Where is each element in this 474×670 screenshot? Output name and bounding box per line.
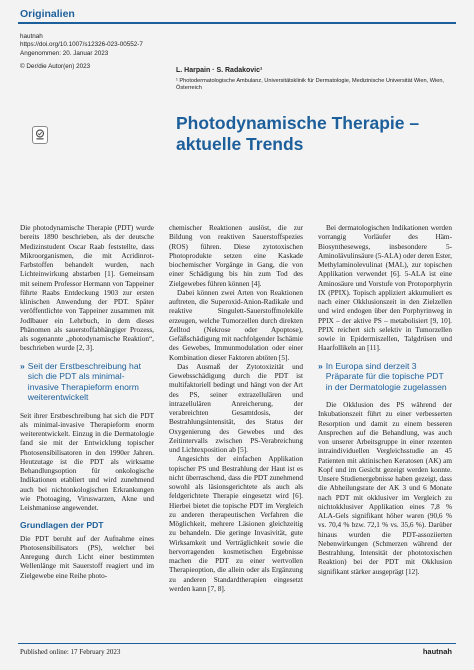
- affiliation: ¹ Photodermatologische Ambulanz, Universitätsklinik für Dermatologie, Medizinische Universität Wien, Wien, Österreich: [176, 78, 444, 92]
- title-line-1: Photodynamische Therapie –: [176, 113, 420, 133]
- double-chevron-icon: »: [20, 360, 25, 371]
- paragraph: Bei dermatologischen Indikationen werden vorrangig Vorläufer des Häm-Biosynthesewegs, insbesondere 5-Aminolävulinsäure (5-ALA) oder deren Ester, Methylaminolevulinat (MAL), zur topischen Applikation verwendet [6]. 5-ALA ist eine Aminosäure und Vorstufe von Protoporphyrin IX (PPIX). Topisch appliziert akkumuliert es nach einer Okklusionszeit in den Zielzellen und wird endogen über den Porphyrinweg in PPIX – der aktive PS – metabolisiert [9, 10]. PPIX reichert sich selektiv in Tumorzellen sowie in Epidermiszellen, Talgdrüsen und Haarfollikeln an [11].: [318, 224, 452, 353]
- column-3: [318, 224, 452, 577]
- section-label: Originalien: [20, 8, 75, 20]
- journal-brand: hautnah: [422, 647, 452, 656]
- doi-link[interactable]: https://doi.org/10.1007/s12326-023-00552-7: [20, 41, 143, 49]
- paragraph: Die Okklusion des PS während der Inkubationszeit führt zu einer verbesserten Resorption und damit zu einem besseren Ansprechen auf die Behandlung, was auch von unserer Arbeitsgruppe in einer rezenten intraindividuellen Vergleichsstudie an 45 Patienten mit aktinischen Keratosen (AK) am Kopf und im Gesicht gezeigt werden konnte. Unsere Studienergebnisse haben gezeigt, dass die Abheilungsrate der AK 3 und 6 Monate nach PDT mit okklusiver im Vergleich zu nichtokklusiver Applikation eines 7,8 % ALA-Gels signifikant höher waren (90,6 % vs. 70,4 % bzw. 72,1 % vs. 35,6 %). Darüber hinaus wurden die PDT-assoziierten Nebenwirkungen (Schmerzen während der Bestrahlung, Intensität der phototoxischen Reaktion) bei der PDT mit Okklusion signifikant stärker ausgeprägt [12].: [318, 401, 452, 576]
- column-2: [169, 224, 303, 594]
- article-meta: [20, 33, 180, 71]
- copyright: © Der/die Autor(en) 2023: [20, 62, 91, 70]
- paragraph: chemischer Reaktionen auslöst, die zur Bildung von reaktiven Sauerstoffspezies (ROS) führen. Diese zytotoxischen Photoprodukte setzen eine Kaskade biochemischer Vorgänge in Gang, die von einer Schädigung bis hin zum Tod des Zielgewebes führen können [4].: [169, 224, 303, 288]
- paragraph: Die PDT beruht auf der Aufnahme eines Photosensibilisators (PS), welcher bei Anregung durch Licht einer bestimmten Wellenlänge mit Sauerstoff reagiert und im Zielgewebe eine Reihe photo-: [20, 534, 154, 580]
- pull-quote: » Seit der Erstbeschreibung hat sich die PDT als minimal-invasive Therapieform enorm weiterentwickelt: [20, 360, 141, 402]
- paragraph: Angesichts der einfachen Applikation topischer PS und Bestrahlung der Haut ist es nicht überraschend, dass die PDT zunehmend sowohl als läsionsgerichtete als auch als feldgerichtete Therapie eingesetzt wird [6]. Hierbei bietet die topische PDT im Vergleich zu anderen therapeutischen Verfahren die Möglichkeit, mehrere Läsionen gleichzeitig zu behandeln. Die geringe Invasivität, gute Wirksamkeit und Verträglichkeit sowie die hervorragenden kosmetischen Ergebnisse machen die PDT zu einer wertvollen Therapieoption, die allein oder als Ergänzung zu anderen Standardtherapien eingesetzt werden kann [7, 8].: [169, 455, 303, 593]
- published-date: Published online: 17 February 2023: [20, 648, 121, 656]
- accepted-date: Angenommen: 20. Januar 2023: [20, 49, 109, 57]
- article-title: [176, 113, 446, 155]
- pull-quote: » In Europa sind derzeit 3 Präparate für die topische PDT in der Dermatologie zugelassen: [318, 360, 447, 392]
- column-1: [20, 224, 154, 581]
- check-for-updates-icon[interactable]: [32, 126, 48, 144]
- paragraph: Das Ausmaß der Zytotoxizität und Gewebsschädigung durch die PDT ist multifaktoriell bedingt und hängt von der Art des PS, seiner extrazellulären und intrazellulären Anreicherung, der verabreichten Gesamtdosis, der Bestrahlungsintensität, des Status der Oxygenierung des Gewebes und des Zeitintervalls zwischen PS-Verabreichung und Lichtexposition ab [5].: [169, 362, 303, 454]
- author-list: L. Harpain · S. Radakovic¹: [176, 67, 263, 74]
- journal-name: hautnah: [20, 33, 43, 40]
- footer-rule: [18, 643, 456, 644]
- title-line-2: aktuelle Trends: [176, 134, 304, 154]
- double-chevron-icon: »: [318, 360, 323, 371]
- header-rule: [18, 22, 456, 24]
- paragraph: Dabei können zwei Arten von Reaktionen auftreten, die Superoxid-Anion-Radikale und reaktive Singulett-Sauerstoffmoleküle erzeugen, welche Tumorzellen durch direkten Zelltod (Nekrose oder Apoptose), Gefäßschädigung mit nachfolgender Ischämie des Gewebes, Immunmodulation oder einer Kombination dieser Faktoren abtöten [5].: [169, 288, 303, 362]
- paragraph: Seit ihrer Erstbeschreibung hat sich die PDT als minimal-invasive Therapieform enorm weiterentwickelt. Einzug in die Dermatologie fand sie mit der Entwicklung topischer Photosensibilisatoren in den 1990er Jahren. Heutzutage ist die PDT als wirksame Behandlungsoption für onkologische Indikationen etabliert und wird zunehmend auch bei nichtonkologischen Erkrankungen wie Photoaging, Viruswarzen, Akne und Leishmaniose angewendet.: [20, 411, 154, 512]
- paragraph: Die photodynamische Therapie (PDT) wurde bereits 1890 beschrieben, als der deutsche Medizinstudent Oscar Raab feststellte, dass Mikroorganismen, die mit Acridinrot-Farbstoffen behandelt wurden, nach Lichteinwirkung abstarben [1]. Gemeinsam mit seinem Professor Hermann von Tappeiner führte Raabs Entdeckung 1903 zur ersten klinischen Anwendung der PDT. Später veröffentlichte von Tappeiner zusammen mit Jodlbauer ein Lehrbuch, in dem dieses Phänomen als sauerstoffabhängiger Prozess, als sogenannte „photodynamische Reaktion“, beschrieben wurde [2, 3].: [20, 224, 154, 353]
- section-heading: Grundlagen der PDT: [20, 520, 104, 531]
